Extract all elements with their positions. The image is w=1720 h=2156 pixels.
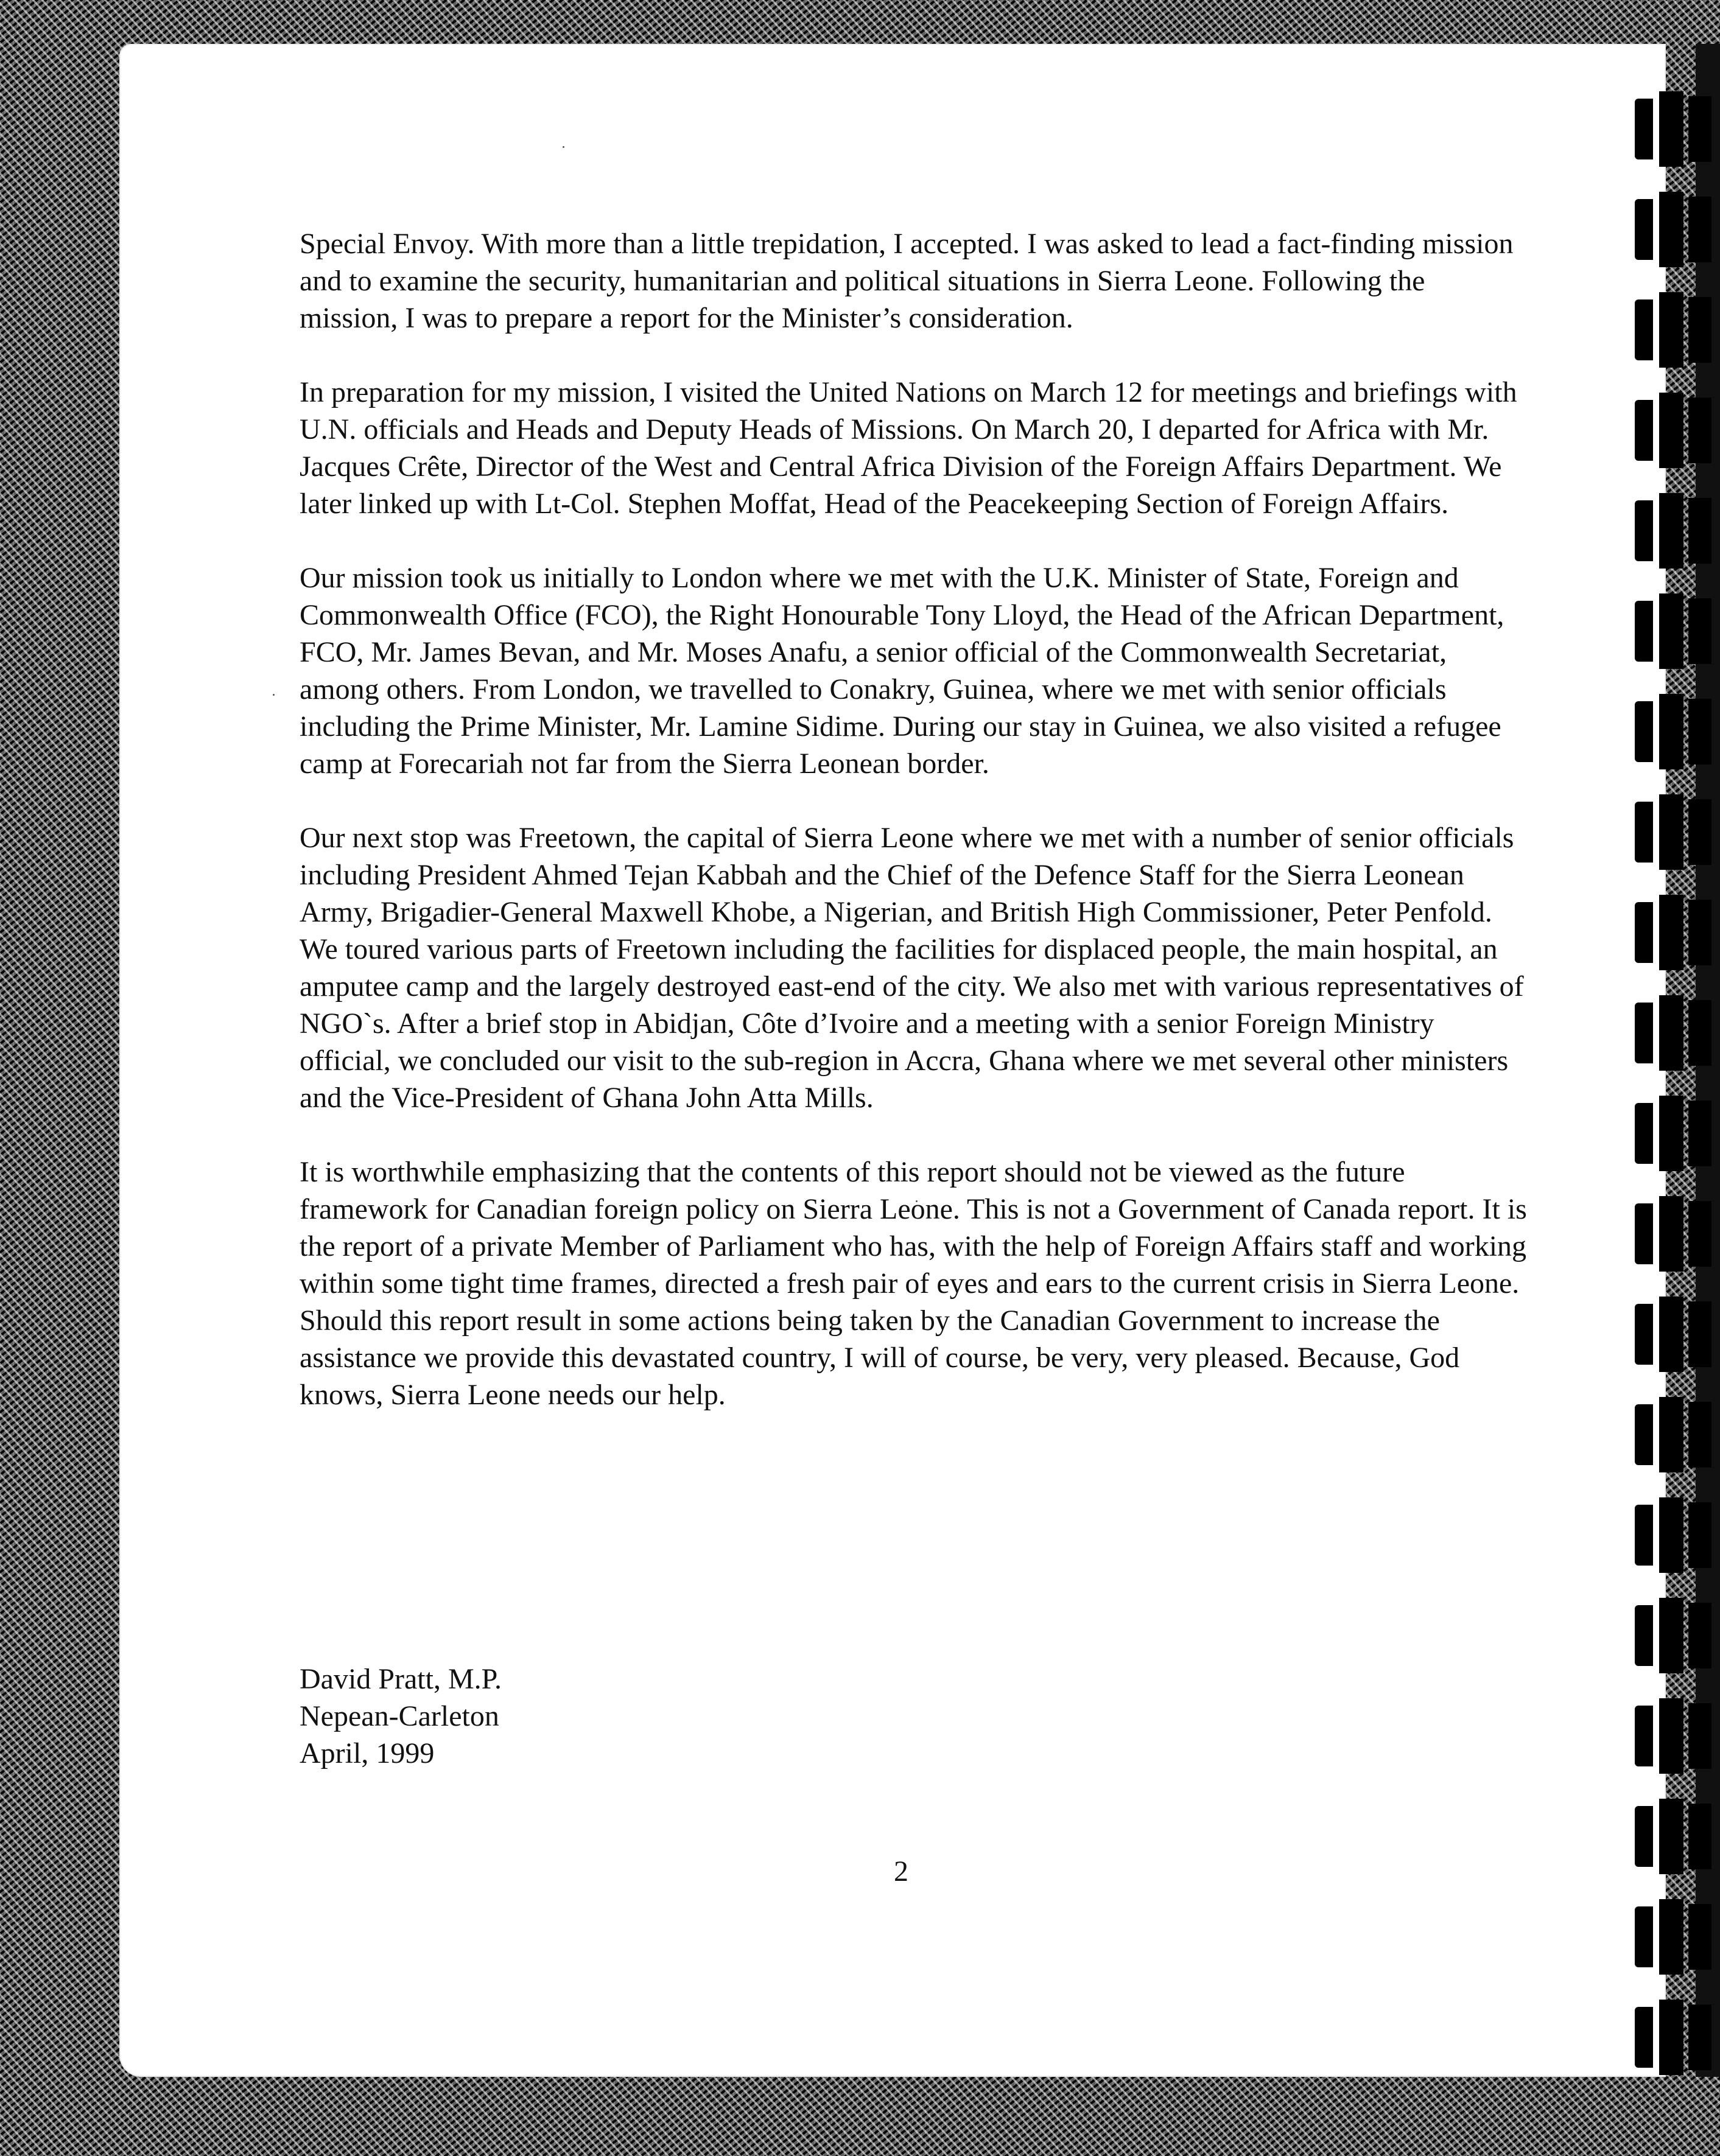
- paragraph-envoy: Special Envoy. With more than a little trepidation, I accepted. I was asked to lead a fact-finding mission and to examine the security, humanitarian and political situations in Sierra Leone. Following the mission, I was to prepare a report for the Minister’s consideration.: [300, 228, 1514, 334]
- binding-ring: [1635, 1096, 1711, 1171]
- binding-ring-segment: [1659, 995, 1683, 1071]
- binding-ring: [1635, 2000, 1711, 2075]
- binding-ring-segment: [1635, 299, 1653, 360]
- binding-ring-segment: [1635, 1003, 1653, 1063]
- binding-ring-segment: [1688, 1402, 1711, 1468]
- binding-ring-segment: [1688, 1000, 1711, 1066]
- binding-ring-segment: [1659, 493, 1683, 569]
- binding-ring-segment: [1659, 393, 1683, 468]
- binding-ring: [1635, 393, 1711, 468]
- binding-ring-segment: [1659, 192, 1683, 267]
- binding-ring-segment: [1659, 1799, 1683, 1874]
- binding-ring-segment: [1659, 895, 1683, 970]
- binding-ring-segment: [1688, 1502, 1711, 1568]
- binding-ring-segment: [1688, 1904, 1711, 1970]
- binding-ring: [1635, 1397, 1711, 1472]
- binding-ring-segment: [1688, 96, 1711, 162]
- binding-ring-segment: [1688, 498, 1711, 564]
- binding-ring-segment: [1688, 297, 1711, 363]
- binding-ring-segment: [1635, 1203, 1653, 1264]
- binding-ring: [1635, 995, 1711, 1071]
- binding-ring: [1635, 694, 1711, 769]
- binding-ring: [1635, 794, 1711, 870]
- binding-ring-segment: [1688, 1201, 1711, 1267]
- signature-date: April, 1999: [300, 1737, 435, 1769]
- paragraph-london-guinea: Our mission took us initially to London where we met with the U.K. Minister of State, Foreign and Commonwealth Office (FCO), the Right Honourable Tony Lloyd, the Head of the African Department, FCO, Mr. James Bevan, and Mr. Moses Anafu, a senior official of the Commonwealth Secretariat, among others. From London, we travelled to Conakry, Guinea, where we met with senior officials including the Prime Minister, Mr. Lamine Sidime. During our stay in Guinea, we also visited a refugee camp at Forecariah not far from the Sierra Leonean border.: [300, 562, 1504, 780]
- paragraph-preparation: In preparation for my mission, I visited the United Nations on March 12 for meetings and briefings with U.N. officials and Heads and Deputy Heads of Missions. On March 20, I departed for Africa with Mr. Jacques Crête, Director of the West and Central Africa Division of the Foreign Affairs Department. We later linked up with Lt-Col. Stephen Moffat, Head of the Peacekeeping Section of Foreign Affairs.: [300, 376, 1517, 520]
- binding-ring-segment: [1688, 197, 1711, 262]
- binding-ring-segment: [1635, 1605, 1653, 1666]
- page-number: 2: [894, 1855, 908, 1888]
- binding-ring-segment: [1635, 601, 1653, 662]
- binding-ring: [1635, 91, 1711, 167]
- signature-name: David Pratt, M.P.: [300, 1663, 502, 1695]
- binding-ring-segment: [1635, 99, 1653, 159]
- binding-ring-segment: [1688, 1804, 1711, 1869]
- binding-ring-segment: [1688, 598, 1711, 664]
- binding-ring-segment: [1635, 400, 1653, 461]
- signature-riding: Nepean-Carleton: [300, 1700, 499, 1732]
- binding-ring: [1635, 1799, 1711, 1874]
- binding-ring-segment: [1688, 1301, 1711, 1367]
- binding-ring: [1635, 895, 1711, 970]
- binding-ring-segment: [1688, 1603, 1711, 1668]
- binding-ring-segment: [1659, 694, 1683, 769]
- binding-ring-segment: [1688, 1101, 1711, 1166]
- binding-ring: [1635, 192, 1711, 267]
- paragraph-freetown: Our next stop was Freetown, the capital of Sierra Leone where we met with a number of senior officials including President Ahmed Tejan Kabbah and the Chief of the Defence Staff for the Sierra Leonean Army, Brigadier-General Maxwell Khobe, a Nigerian, and British High Commissioner, Peter Penfold. We toured various parts of Freetown including the facilities for displaced people, the main hospital, an amputee camp and the largely destroyed east-end of the city. We also met with various representatives of NGO`s. After a brief stop in Abidjan, Côte d’Ivoire and a meeting with a senior Foreign Ministry official, we concluded our visit to the sub-region in Accra, Ghana where we met several other ministers and the Vice-President of Ghana John Atta Mills.: [300, 822, 1524, 1114]
- scan-speck: [563, 146, 564, 148]
- binding-ring: [1635, 1899, 1711, 1975]
- binding-ring-segment: [1635, 701, 1653, 762]
- binding-ring: [1635, 1497, 1711, 1573]
- binding-ring: [1635, 292, 1711, 368]
- binding-ring-segment: [1688, 2004, 1711, 2070]
- binding-ring-segment: [1659, 1698, 1683, 1774]
- binding-ring-segment: [1688, 1703, 1711, 1769]
- binding-ring: [1635, 593, 1711, 669]
- binding-ring-segment: [1659, 794, 1683, 870]
- binding-ring: [1635, 1297, 1711, 1372]
- binding-ring-segment: [1635, 1304, 1653, 1365]
- binding-ring-segment: [1635, 2007, 1653, 2068]
- binding-ring-segment: [1688, 397, 1711, 463]
- binding-ring-segment: [1659, 2000, 1683, 2075]
- binding-ring: [1635, 493, 1711, 569]
- binding-ring-segment: [1659, 1397, 1683, 1472]
- binding-ring-segment: [1635, 1706, 1653, 1766]
- binding-ring-segment: [1688, 699, 1711, 765]
- binding-ring-segment: [1635, 802, 1653, 863]
- binding-ring-segment: [1635, 1906, 1653, 1967]
- binding-ring-segment: [1635, 1404, 1653, 1465]
- binding-ring-segment: [1659, 1598, 1683, 1673]
- binding-ring-segment: [1688, 799, 1711, 865]
- binding-ring: [1635, 1698, 1711, 1774]
- binding-ring-segment: [1659, 1297, 1683, 1372]
- binding-ring-segment: [1635, 199, 1653, 260]
- binding-ring-segment: [1635, 1505, 1653, 1566]
- binding-ring-segment: [1659, 1899, 1683, 1975]
- binding-ring: [1635, 1598, 1711, 1673]
- binding-ring-segment: [1659, 1196, 1683, 1272]
- scan-speck: [273, 694, 275, 696]
- binding-ring-segment: [1635, 500, 1653, 561]
- binding-ring-segment: [1635, 1806, 1653, 1867]
- binding-ring-segment: [1659, 1096, 1683, 1171]
- binding-ring-segment: [1659, 593, 1683, 669]
- binding-ring-segment: [1688, 900, 1711, 965]
- binding-ring-segment: [1659, 292, 1683, 368]
- binding-ring-segment: [1659, 91, 1683, 167]
- paragraph-disclaimer: It is worthwhile emphasizing that the contents of this report should not be viewed as the future framework for Canadian foreign policy on Sierra Leone. This is not a Government of Canada report. It is the report of a private Member of Parliament who has, with the help of Foreign Affairs staff and working within some tight time frames, directed a fresh pair of eyes and ears to the current crisis in Sierra Leone. Should this report result in some actions being taken by the Canadian Government to increase the assistance we provide this devastated country, I will of course, be very, very pleased. Because, God knows, Sierra Leone needs our help.: [300, 1156, 1527, 1411]
- binding-ring-segment: [1635, 902, 1653, 963]
- binding-ring-segment: [1659, 1497, 1683, 1573]
- signature-block: [300, 1661, 502, 1772]
- binding-ring: [1635, 1196, 1711, 1272]
- document-body: [300, 225, 1529, 1451]
- binding-ring-segment: [1635, 1103, 1653, 1164]
